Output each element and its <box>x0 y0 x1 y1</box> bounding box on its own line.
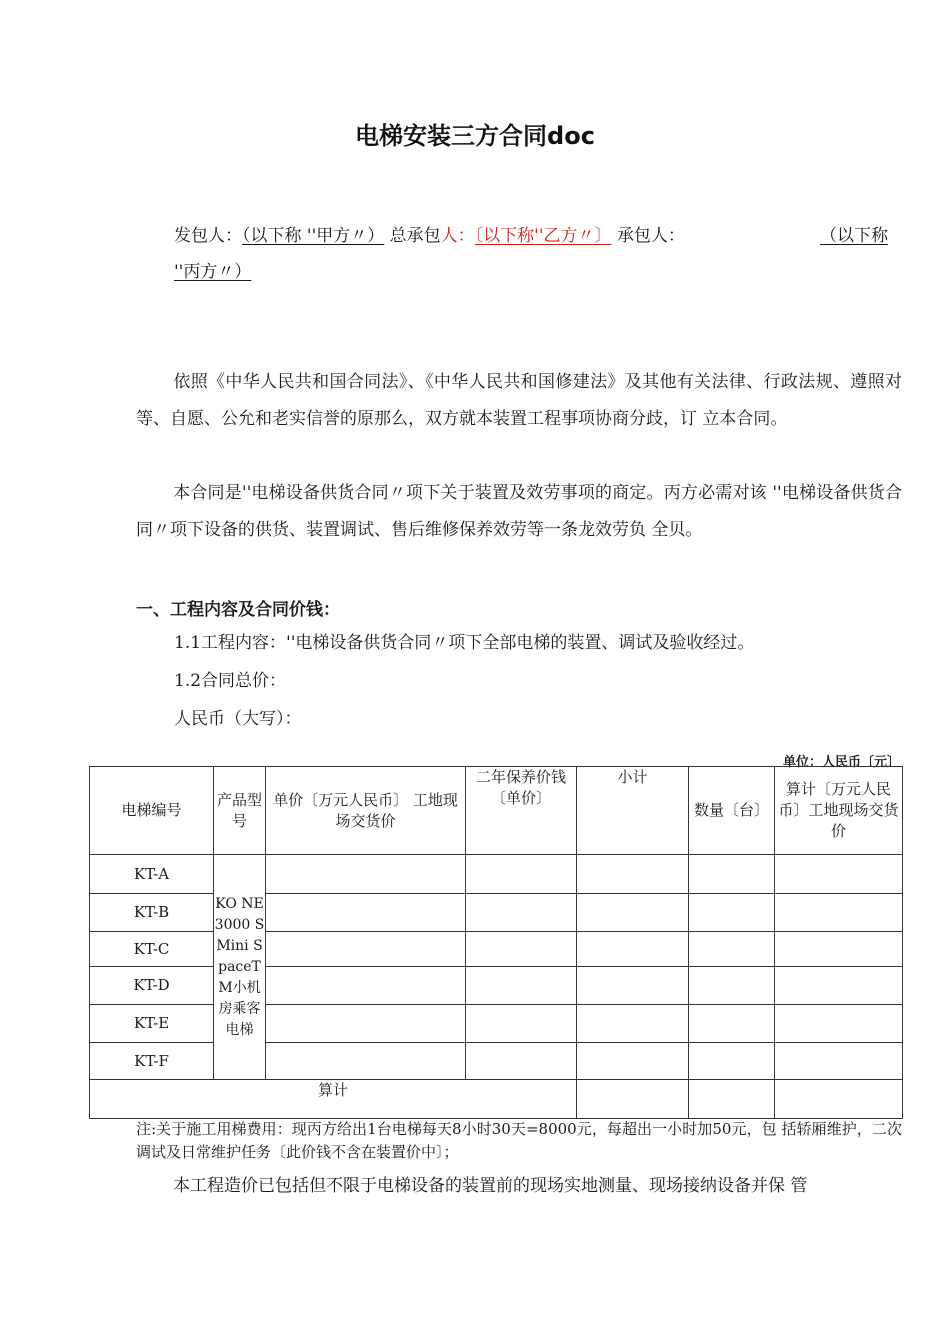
row-id: KT-D <box>90 967 214 1005</box>
cell <box>266 894 466 932</box>
row-id: KT-F <box>90 1043 214 1080</box>
document-title: 电梯安装三方合同doc <box>355 122 595 150</box>
cell <box>689 1080 775 1119</box>
table-total-row <box>90 1080 903 1119</box>
party-b-label-prefix: 总承包 <box>389 226 441 246</box>
cell <box>577 1080 689 1119</box>
row-id: KT-E <box>90 1005 214 1043</box>
cell <box>266 855 466 894</box>
cell <box>466 855 577 894</box>
cell <box>689 894 775 932</box>
unit-label: 单位：人民币〔元〕 <box>782 755 900 770</box>
cell <box>689 855 775 894</box>
header-unit-price: 单价〔万元人民币〕 工地现场交货价 <box>266 767 466 855</box>
cell <box>689 1005 775 1043</box>
model-cell: KO NE 3000 S Mini SpaceTM小机房乘客电梯 <box>214 855 266 1080</box>
table-note: 注:关于施工用梯费用：现丙方给出1台电梯每天8小时30天=8000元，每超出一小时加50元，包 括轿厢维护，二次调试及日常维护任务〔此价钱不含在装置价中〕； <box>136 1120 902 1161</box>
header-model: 产品型号 <box>214 767 266 855</box>
parties-line-1 <box>174 226 685 246</box>
cell <box>466 894 577 932</box>
paragraph-2: 本合同是''电梯设备供货合同〃项下关于装置及效劳事项的商定。丙方必需对该 ''电梯设备供货合同〃项下设备的供货、装置调试、售后维修保养效劳等一条龙效劳负 全贝。 <box>136 483 902 540</box>
cell <box>689 1043 775 1080</box>
party-a-label: 发包人： <box>174 226 242 246</box>
paragraph-last: 本工程造价已包括但不限于电梯设备的装置前的现场实地测量、现场接纳设备并保 管 <box>173 1176 808 1196</box>
table-header-row <box>90 767 903 855</box>
cell <box>775 967 903 1005</box>
item-1-2: 1.2合同总价： <box>174 671 287 691</box>
cell <box>775 1080 903 1119</box>
cell <box>775 855 903 894</box>
cell <box>466 1043 577 1080</box>
cell <box>577 1005 689 1043</box>
cell <box>577 932 689 967</box>
cell <box>577 967 689 1005</box>
row-id: KT-B <box>90 894 214 932</box>
party-c-label: 承包人： <box>616 226 685 246</box>
cell <box>775 1043 903 1080</box>
cell <box>466 932 577 967</box>
header-qty: 数量〔台〕 <box>689 767 775 855</box>
cell <box>775 1005 903 1043</box>
party-c-value-1: （以下称 <box>820 226 888 246</box>
header-total: 算计〔万元人民币〕工地现场交货价 <box>775 767 903 855</box>
cell <box>577 894 689 932</box>
item-1-1: 1.1工程内容：''电梯设备供货合同〃项下全部电梯的装置、调试及验收经过。 <box>174 633 755 653</box>
cell <box>266 967 466 1005</box>
row-id: KT-C <box>90 932 214 967</box>
row-id: KT-A <box>90 855 214 894</box>
table-row <box>90 932 903 967</box>
header-maintenance: 二年保养价钱〔单价〕 <box>466 767 577 855</box>
table-row <box>90 967 903 1005</box>
cell <box>577 1043 689 1080</box>
header-subtotal: 小计 <box>577 767 689 855</box>
cell <box>775 932 903 967</box>
price-table <box>89 766 903 1119</box>
cell <box>689 932 775 967</box>
cell <box>266 1043 466 1080</box>
cell <box>266 932 466 967</box>
party-a-value: （以下称 ''甲方〃） <box>242 226 385 246</box>
item-rmb: 人民币（大写）： <box>174 709 302 729</box>
party-c-value-2: ''丙方〃） <box>174 262 252 282</box>
table-row <box>90 1005 903 1043</box>
cell <box>466 1005 577 1043</box>
cell <box>775 894 903 932</box>
paragraph-1: 依照《中华人民共和国合同法》、《中华人民共和国修建法》及其他有关法律、行政法规、遵照对等、自愿、公允和老实信誉的原那么，双方就本装置工程事项协商分歧，订 立本合同。 <box>136 372 902 429</box>
header-id: 电梯编号 <box>90 767 214 855</box>
party-b-label-suffix: 人： <box>440 226 475 246</box>
table-row <box>90 855 903 894</box>
cell <box>689 967 775 1005</box>
party-b-value: 〔以下称''乙方〃〕 <box>474 226 612 246</box>
section-heading-1: 一、工程内容及合同价钱： <box>136 600 340 620</box>
cell <box>466 967 577 1005</box>
cell <box>266 1005 466 1043</box>
table-row <box>90 1043 903 1080</box>
total-label: 算计 <box>90 1080 577 1119</box>
table-row <box>90 894 903 932</box>
cell <box>577 855 689 894</box>
